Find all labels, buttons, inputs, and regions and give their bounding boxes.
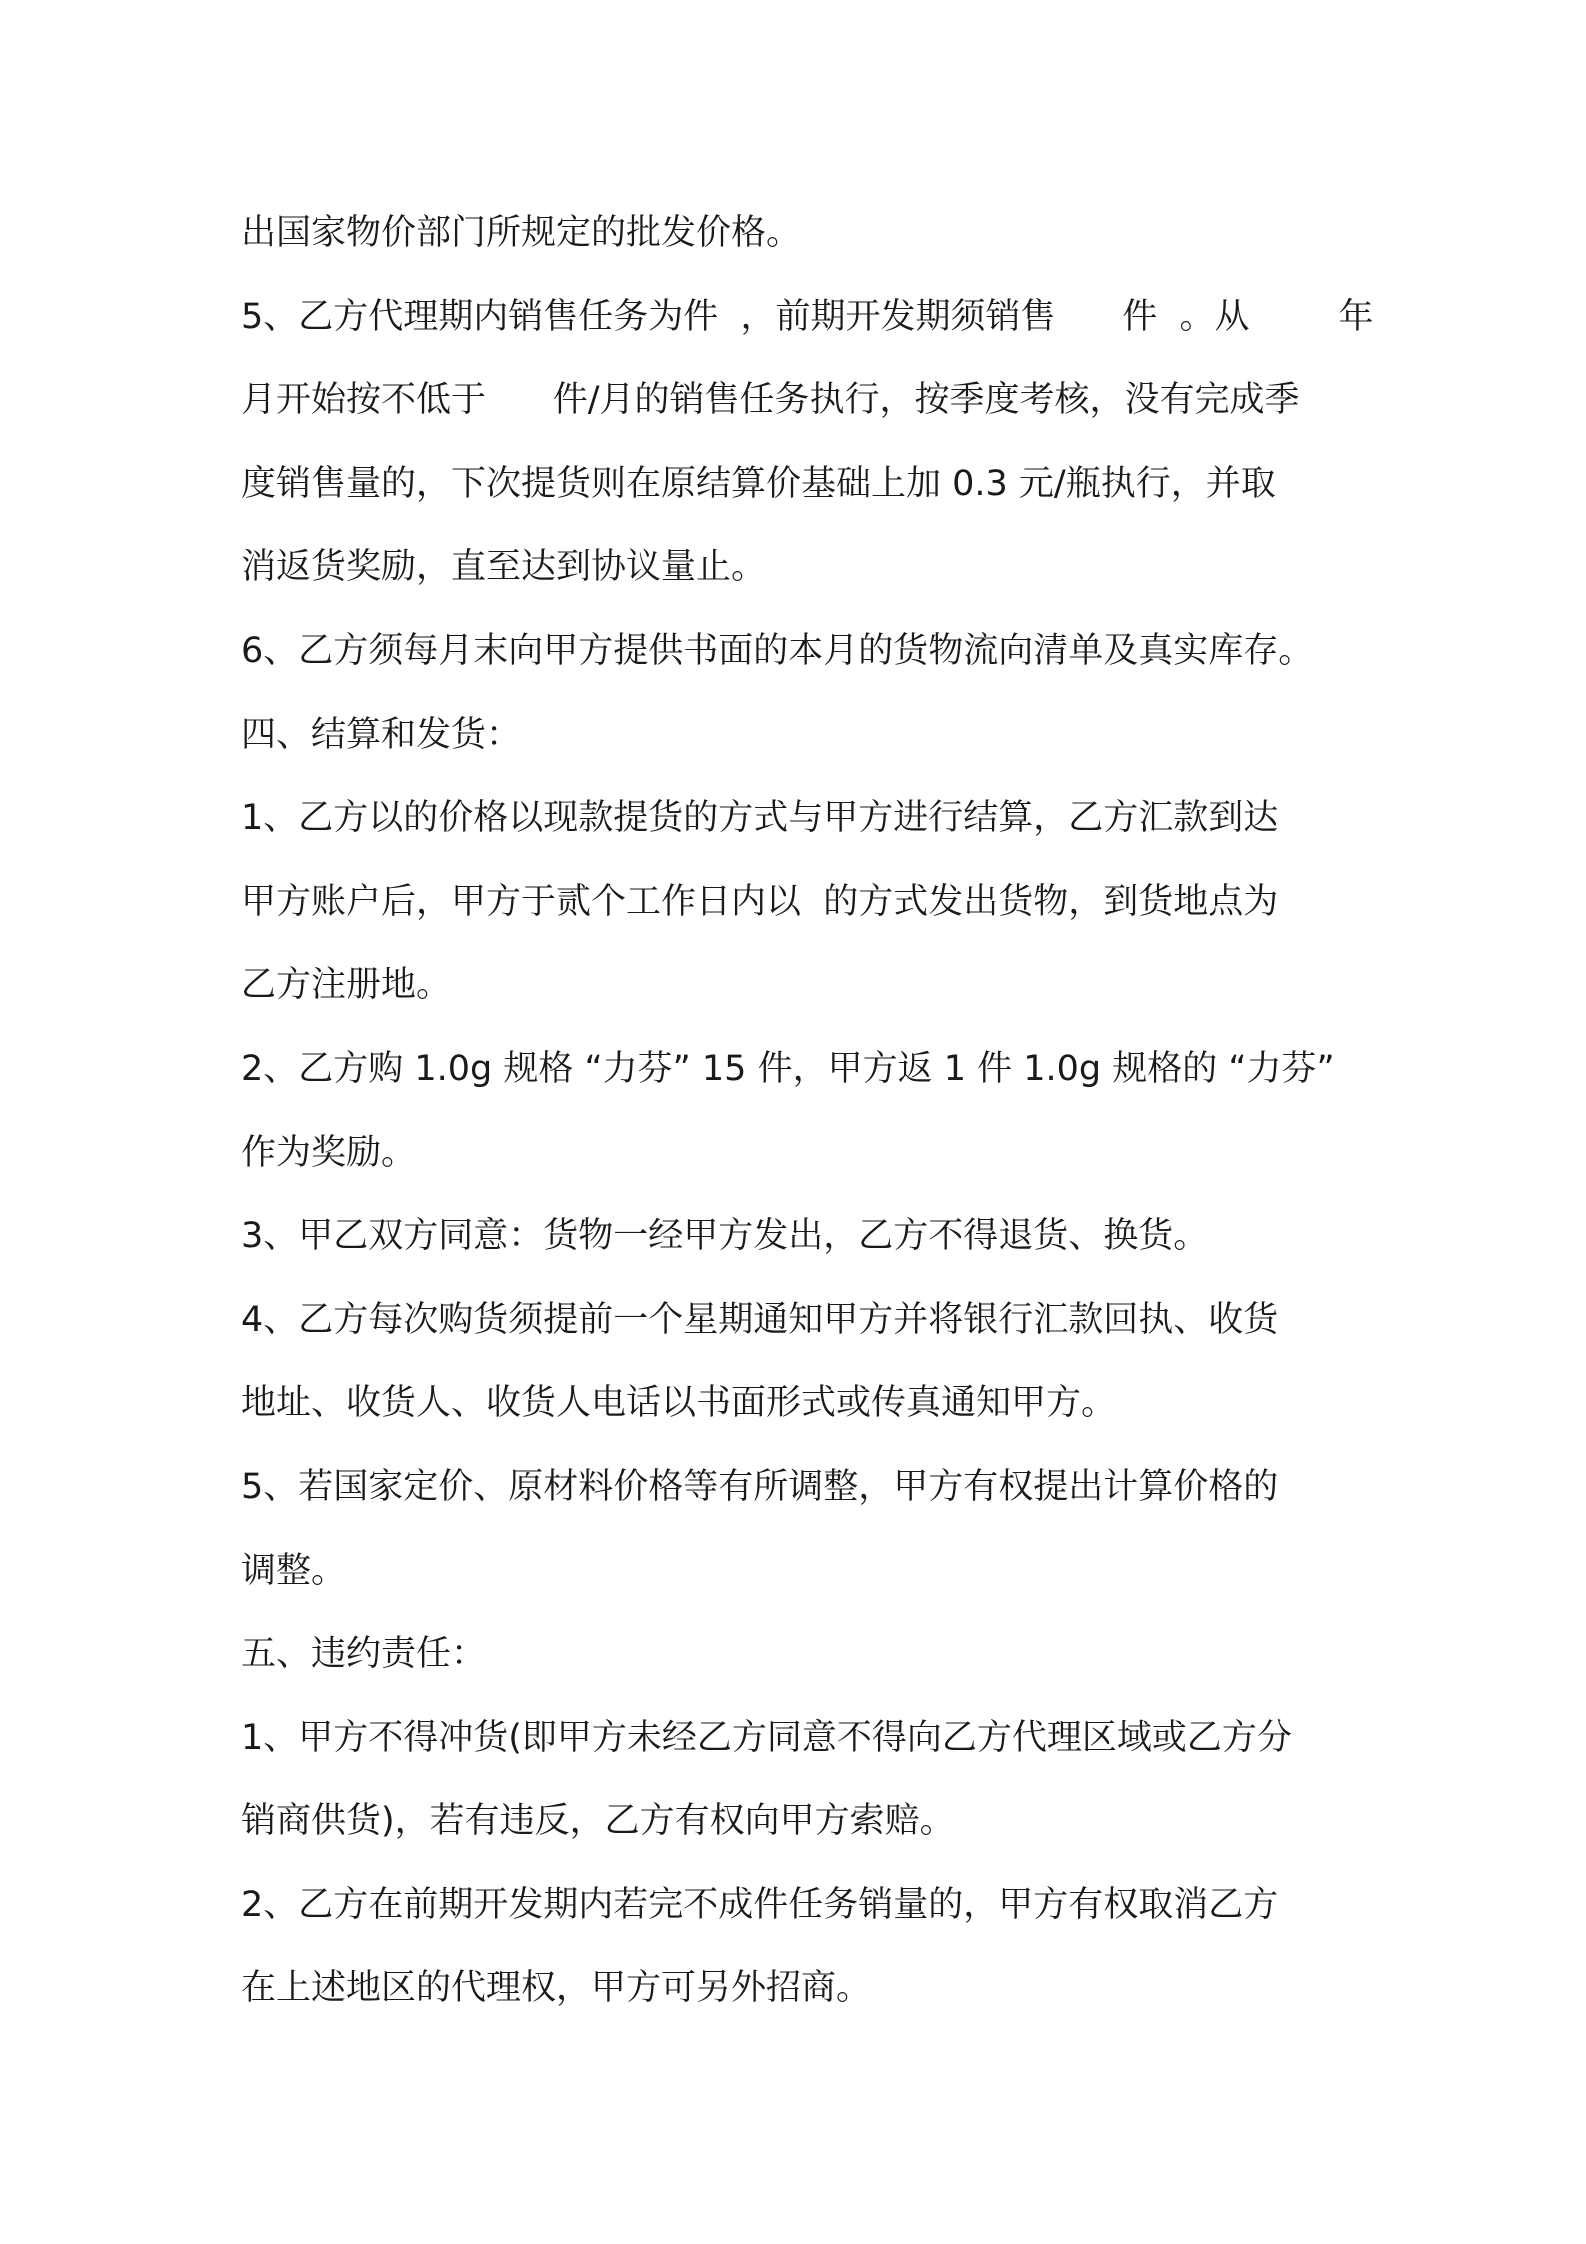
text-line: 度销售量的，下次提货则在原结算价基础上加 0.3 元/瓶执行，并取 bbox=[241, 463, 1276, 504]
text-line: 月开始按不低于 件/月的销售任务执行，按季度考核，没有完成季 bbox=[241, 380, 1300, 421]
text-line: 1、乙方以的价格以现款提货的方式与甲方进行结算，乙方汇款到达 bbox=[241, 798, 1279, 839]
document-body bbox=[241, 192, 1391, 2031]
text-line: 2、乙方在前期开发期内若完不成件任务销量的，甲方有权取消乙方 bbox=[241, 1884, 1279, 1925]
text-line: 消返货奖励，直至达到协议量止。 bbox=[241, 547, 767, 588]
text-line: 地址、收货人、收货人电话以书面形式或传真通知甲方。 bbox=[241, 1383, 1117, 1424]
text-line: 出国家物价部门所规定的批发价格。 bbox=[241, 213, 802, 253]
text-line: 甲方账户后，甲方于贰个工作日内以 的方式发出货物，到货地点为 bbox=[241, 881, 1279, 922]
text-line: 3、甲乙双方同意：货物一经甲方发出，乙方不得退货、换货。 bbox=[241, 1216, 1209, 1257]
text-line: 销商供货)，若有违反，乙方有权向甲方索赔。 bbox=[241, 1801, 955, 1842]
text-line: 在上述地区的代理权，甲方可另外招商。 bbox=[241, 1968, 872, 2009]
section-heading: 五、违约责任： bbox=[241, 1634, 487, 1675]
section-heading: 四、结算和发货： bbox=[241, 714, 522, 755]
text-line: 5、乙方代理期内销售任务为件 ，前期开发期须销售 件 。从 年 bbox=[241, 296, 1374, 337]
text-line: 调整。 bbox=[241, 1550, 347, 1591]
text-line: 2、乙方购 1.0g 规格 “力芬” 15 件，甲方返 1 件 1.0g 规格的 “力芬” bbox=[241, 1048, 1335, 1089]
text-line: 6、乙方须每月末向甲方提供书面的本月的货物流向清单及真实库存。 bbox=[241, 630, 1314, 671]
text-line: 4、乙方每次购货须提前一个星期通知甲方并将银行汇款回执、收货 bbox=[241, 1299, 1279, 1340]
text-line: 作为奖励。 bbox=[241, 1132, 417, 1173]
text-line: 5、若国家定价、原材料价格等有所调整，甲方有权提出计算价格的 bbox=[241, 1466, 1279, 1507]
text-line: 乙方注册地。 bbox=[241, 965, 452, 1006]
text-line: 1、甲方不得冲货(即甲方未经乙方同意不得向乙方代理区域或乙方分 bbox=[241, 1717, 1292, 1758]
